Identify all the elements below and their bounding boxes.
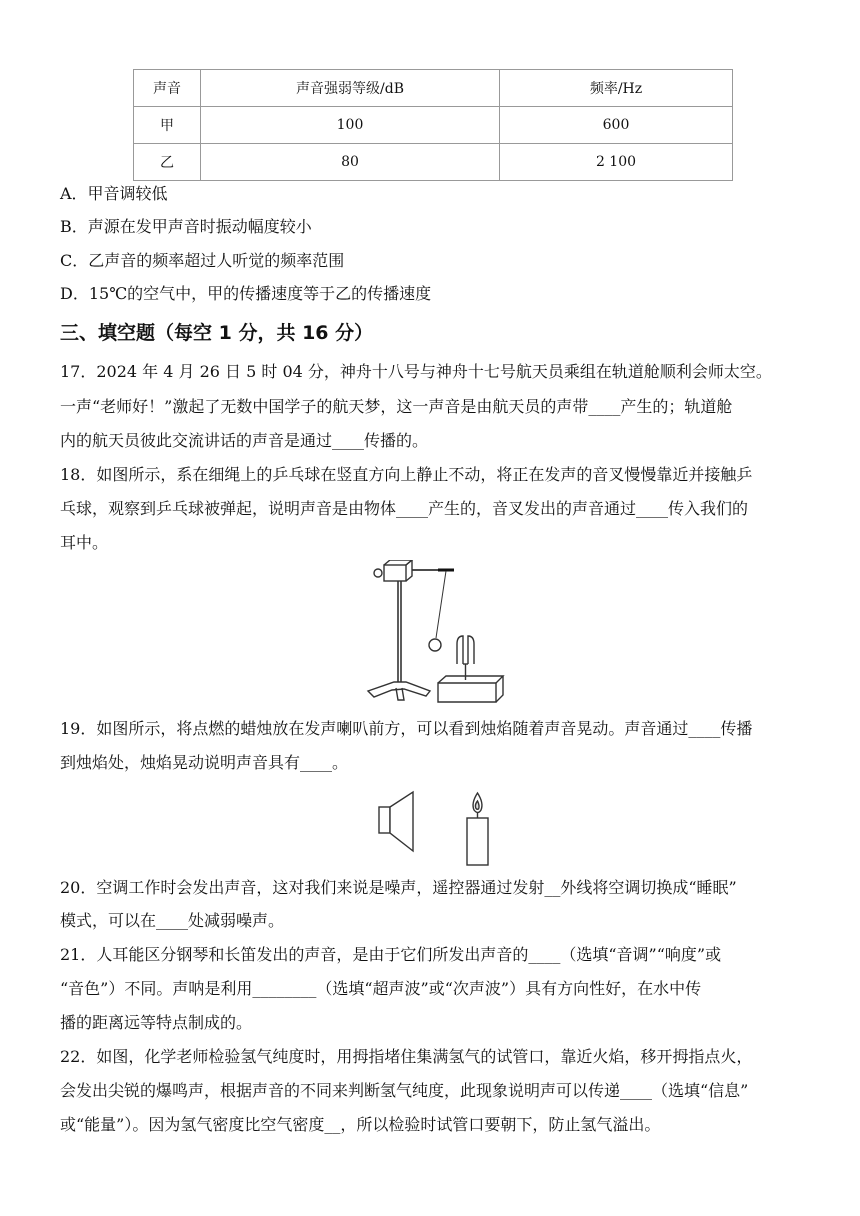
q21-line-2: “音色”）不同。声呐是利用________（选填“超声波”或“次声波”）具有方向性好，在水中传 [60,979,702,998]
table-cell: 甲 [134,107,201,144]
q22-line-3: 或“能量”）。因为氢气密度比空气密度__，所以检验时试管口要朝下，防止氢气溢出。 [60,1115,661,1134]
speaker-candle-figure [370,785,500,870]
q18-line-1: 18．如图所示，系在细绳上的乒乓球在竖直方向上静止不动，将正在发声的音叉慢慢靠近并接触乒 [60,465,753,484]
table-cell: 600 [500,107,733,144]
option-d: D．15℃的空气中，甲的传播速度等于乙的传播速度 [60,284,432,303]
table-cell: 乙 [134,144,201,181]
q22-line-2: 会发出尖锐的爆鸣声，根据声音的不同来判断氢气纯度，此现象说明声可以传递____（选填“信息” [60,1081,749,1100]
table-header-cell: 频率/Hz [500,70,733,107]
q18-line-3: 耳中。 [60,533,109,552]
q19-line-1: 19．如图所示，将点燃的蜡烛放在发声喇叭前方，可以看到烛焰随着声音晃动。声音通过____传播 [60,719,753,738]
table-row [134,107,733,144]
option-a: A．甲音调较低 [60,184,168,203]
table-header-cell: 声音强弱等级/dB [201,70,500,107]
q17-line-3: 内的航天员彼此交流讲话的声音是通过____传播的。 [60,431,429,450]
q20-line-1: 20．空调工作时会发出声音，这对我们来说是噪声，遥控器通过发射__外线将空调切换成“睡眠” [60,878,737,897]
q17-line-2: 一声“老师好！”激起了无数中国学子的航天梦，这一声音是由航天员的声带____产生的；轨道舱 [60,397,733,416]
sound-table [133,69,733,181]
table-cell: 80 [201,144,500,181]
table-header-cell: 声音 [134,70,201,107]
q21-line-3: 播的距离远等特点制成的。 [60,1013,253,1032]
table-cell: 2 100 [500,144,733,181]
table-cell: 100 [201,107,500,144]
q19-line-2: 到烛焰处，烛焰晃动说明声音具有____。 [60,753,349,772]
section-heading: 三、填空题（每空 1 分，共 16 分） [60,322,374,344]
option-b: B．声源在发甲声音时振动幅度较小 [60,217,312,236]
q20-line-2: 模式，可以在____处减弱噪声。 [60,911,285,930]
tuning-fork-figure [360,560,510,705]
option-c: C．乙声音的频率超过人听觉的频率范围 [60,251,345,270]
q17-line-1: 17．2024 年 4 月 26 日 5 时 04 分，神舟十八号与神舟十七号航天员乘组在轨道舱顺利会师太空。 [60,362,772,381]
q21-line-1: 21．人耳能区分钢琴和长笛发出的声音，是由于它们所发出声音的____（选填“音调”“响度”或 [60,945,722,964]
q22-line-1: 22．如图，化学老师检验氢气纯度时，用拇指堵住集满氢气的试管口，靠近火焰，移开拇指点火， [60,1047,753,1066]
table-header-row [134,70,733,107]
table-row [134,144,733,181]
q18-line-2: 乓球，观察到乒乓球被弹起，说明声音是由物体____产生的，音叉发出的声音通过____传入我们的 [60,499,749,518]
